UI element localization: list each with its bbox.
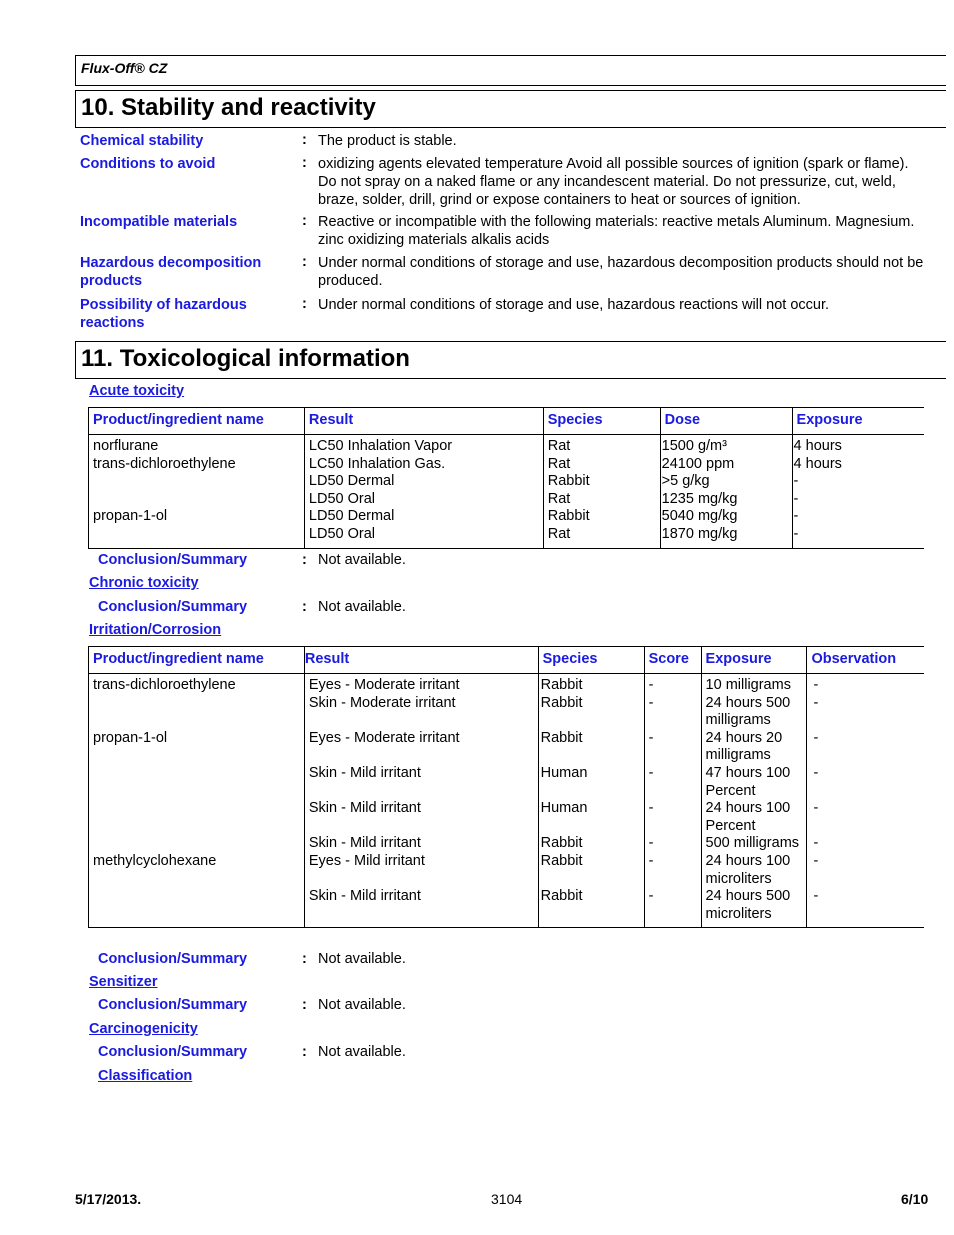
column-header: Exposure bbox=[701, 647, 807, 674]
exposure-cell: - bbox=[792, 508, 924, 526]
species-cell: Human bbox=[538, 765, 644, 800]
ingredient-cell bbox=[89, 526, 305, 548]
score-cell: - bbox=[644, 730, 701, 765]
table-row bbox=[89, 526, 925, 548]
acute-toxicity-heading: Acute toxicity bbox=[89, 383, 185, 399]
dose-cell: 5040 mg/kg bbox=[660, 508, 792, 526]
ingredient-cell bbox=[89, 800, 305, 835]
species-cell: Rabbit bbox=[543, 473, 660, 491]
product-name: Flux-Off® CZ bbox=[81, 60, 168, 76]
species-cell: Rabbit bbox=[538, 695, 644, 730]
dose-cell: >5 g/kg bbox=[660, 473, 792, 491]
incompatible-materials-value: Reactive or incompatible with the following materials: reactive metals Aluminum. Magnesium. zinc oxidizing materials alkalis acids bbox=[318, 214, 915, 248]
species-cell: Rat bbox=[543, 456, 660, 474]
column-header: Dose bbox=[660, 408, 792, 435]
result-cell: Eyes - Mild irritant bbox=[304, 853, 538, 888]
table-row bbox=[89, 456, 925, 474]
species-cell: Rabbit bbox=[538, 888, 644, 928]
conditions-to-avoid-value: oxidizing agents elevated temperature Avoid all possible sources of ignition (spark or flame). Do not spray on a naked flame or any incandescent material. Do not pressurize, cut, weld, braze, solder, drill, grind or expose containers to heat or sources of ignition. bbox=[318, 156, 909, 208]
exposure-cell: 4 hours bbox=[792, 435, 924, 456]
exposure-cell: - bbox=[792, 491, 924, 509]
section-10-title: 10. Stability and reactivity bbox=[81, 94, 376, 121]
irritation-conclusion-value: Not available. bbox=[318, 951, 406, 967]
acute-conclusion-label: Conclusion/Summary bbox=[98, 552, 248, 568]
species-cell: Rat bbox=[543, 491, 660, 509]
species-cell: Rabbit bbox=[538, 853, 644, 888]
column-header: Observation bbox=[807, 647, 924, 674]
chronic-conclusion-value: Not available. bbox=[318, 599, 406, 615]
result-cell: Skin - Mild irritant bbox=[304, 835, 538, 853]
result-cell: Eyes - Moderate irritant bbox=[304, 674, 538, 695]
exposure-cell: 24 hours 500 milligrams bbox=[701, 695, 807, 730]
exposure-cell: 24 hours 500 microliters bbox=[701, 888, 807, 928]
table-row bbox=[89, 435, 925, 456]
ingredient-cell bbox=[89, 888, 305, 928]
exposure-cell: 24 hours 100 microliters bbox=[701, 853, 807, 888]
ingredient-cell bbox=[89, 473, 305, 491]
observation-cell: - bbox=[807, 853, 924, 888]
colon: : bbox=[302, 254, 307, 270]
result-cell: LD50 Oral bbox=[304, 526, 543, 548]
colon: : bbox=[302, 296, 307, 312]
ingredient-cell bbox=[89, 765, 305, 800]
exposure-cell: 10 milligrams bbox=[701, 674, 807, 695]
score-cell: - bbox=[644, 674, 701, 695]
colon: : bbox=[302, 552, 307, 568]
irritation-table bbox=[88, 646, 924, 928]
result-cell: LC50 Inhalation Gas. bbox=[304, 456, 543, 474]
result-cell: LD50 Oral bbox=[304, 491, 543, 509]
table-row bbox=[89, 765, 925, 800]
table-row bbox=[89, 674, 925, 695]
conditions-to-avoid-label: Conditions to avoid bbox=[80, 156, 216, 172]
column-header: Result bbox=[304, 647, 538, 674]
colon: : bbox=[302, 213, 307, 229]
colon: : bbox=[302, 997, 307, 1013]
carcinogenicity-heading: Carcinogenicity bbox=[89, 1021, 198, 1037]
colon: : bbox=[302, 599, 307, 615]
exposure-cell: 500 milligrams bbox=[701, 835, 807, 853]
table-row bbox=[89, 508, 925, 526]
dose-cell: 1500 g/m³ bbox=[660, 435, 792, 456]
section-11-title: 11. Toxicological information bbox=[81, 345, 410, 372]
result-cell: Skin - Mild irritant bbox=[304, 765, 538, 800]
colon: : bbox=[302, 155, 307, 171]
observation-cell: - bbox=[807, 674, 924, 695]
footer-doc-number: 3104 bbox=[491, 1191, 523, 1207]
dose-cell: 1235 mg/kg bbox=[660, 491, 792, 509]
table-row bbox=[89, 800, 925, 835]
exposure-cell: 47 hours 100 Percent bbox=[701, 765, 807, 800]
species-cell: Rabbit bbox=[538, 835, 644, 853]
exposure-cell: 24 hours 20 milligrams bbox=[701, 730, 807, 765]
header-box bbox=[75, 55, 946, 86]
result-cell: Skin - Mild irritant bbox=[304, 888, 538, 928]
colon: : bbox=[302, 951, 307, 967]
score-cell: - bbox=[644, 853, 701, 888]
score-cell: - bbox=[644, 835, 701, 853]
table-row bbox=[89, 695, 925, 730]
colon: : bbox=[302, 1044, 307, 1060]
result-cell: Eyes - Moderate irritant bbox=[304, 730, 538, 765]
exposure-cell: - bbox=[792, 526, 924, 548]
ingredient-cell bbox=[89, 835, 305, 853]
column-header: Product/ingredient name bbox=[89, 647, 305, 674]
observation-cell: - bbox=[807, 835, 924, 853]
hazardous-reactions-value: Under normal conditions of storage and use, hazardous reactions will not occur. bbox=[318, 297, 830, 313]
chemical-stability-label: Chemical stability bbox=[80, 133, 204, 149]
species-cell: Rat bbox=[543, 435, 660, 456]
table-header-row bbox=[89, 408, 925, 435]
classification-heading: Classification bbox=[98, 1068, 193, 1084]
exposure-cell: - bbox=[792, 473, 924, 491]
result-cell: LD50 Dermal bbox=[304, 508, 543, 526]
ingredient-cell bbox=[89, 491, 305, 509]
score-cell: - bbox=[644, 765, 701, 800]
score-cell: - bbox=[644, 888, 701, 928]
sensitizer-conclusion-label: Conclusion/Summary bbox=[98, 997, 248, 1013]
ingredient-cell: propan-1-ol bbox=[89, 730, 305, 765]
observation-cell: - bbox=[807, 800, 924, 835]
footer-page-number: 6/10 bbox=[901, 1191, 929, 1207]
irritation-corrosion-heading: Irritation/Corrosion bbox=[89, 622, 222, 638]
column-header: Score bbox=[644, 647, 701, 674]
irritation-conclusion-label: Conclusion/Summary bbox=[98, 951, 248, 967]
column-header: Exposure bbox=[792, 408, 924, 435]
dose-cell: 24100 ppm bbox=[660, 456, 792, 474]
ingredient-cell: trans-dichloroethylene bbox=[89, 456, 305, 474]
result-cell: Skin - Mild irritant bbox=[304, 800, 538, 835]
observation-cell: - bbox=[807, 765, 924, 800]
result-cell: Skin - Moderate irritant bbox=[304, 695, 538, 730]
score-cell: - bbox=[644, 695, 701, 730]
observation-cell: - bbox=[807, 695, 924, 730]
acute-toxicity-table bbox=[88, 407, 924, 549]
dose-cell: 1870 mg/kg bbox=[660, 526, 792, 548]
ingredient-cell: propan-1-ol bbox=[89, 508, 305, 526]
ingredient-cell: trans-dichloroethylene bbox=[89, 674, 305, 695]
ingredient-cell: methylcyclohexane bbox=[89, 853, 305, 888]
ingredient-cell bbox=[89, 695, 305, 730]
result-cell: LC50 Inhalation Vapor bbox=[304, 435, 543, 456]
table-header-row bbox=[89, 647, 925, 674]
sensitizer-conclusion-value: Not available. bbox=[318, 997, 406, 1013]
hazardous-decomposition-label: Hazardous decomposition products bbox=[80, 255, 262, 289]
observation-cell: - bbox=[807, 730, 924, 765]
incompatible-materials-label: Incompatible materials bbox=[80, 214, 238, 230]
column-header: Species bbox=[543, 408, 660, 435]
hazardous-decomposition-value: Under normal conditions of storage and use, hazardous decomposition products should not be produced. bbox=[318, 255, 924, 289]
table-row bbox=[89, 835, 925, 853]
acute-conclusion-value: Not available. bbox=[318, 552, 406, 568]
species-cell: Human bbox=[538, 800, 644, 835]
observation-cell: - bbox=[807, 888, 924, 928]
hazardous-reactions-label: Possibility of hazardous reactions bbox=[80, 297, 247, 331]
ingredient-cell: norflurane bbox=[89, 435, 305, 456]
exposure-cell: 4 hours bbox=[792, 456, 924, 474]
column-header: Product/ingredient name bbox=[89, 408, 305, 435]
table-row bbox=[89, 730, 925, 765]
exposure-cell: 24 hours 100 Percent bbox=[701, 800, 807, 835]
chronic-conclusion-label: Conclusion/Summary bbox=[98, 599, 248, 615]
chronic-toxicity-heading: Chronic toxicity bbox=[89, 575, 199, 591]
sensitizer-heading: Sensitizer bbox=[89, 974, 158, 990]
carcinogenicity-conclusion-label: Conclusion/Summary bbox=[98, 1044, 248, 1060]
table-row bbox=[89, 853, 925, 888]
score-cell: - bbox=[644, 800, 701, 835]
result-cell: LD50 Dermal bbox=[304, 473, 543, 491]
table-row bbox=[89, 491, 925, 509]
species-cell: Rat bbox=[543, 526, 660, 548]
species-cell: Rabbit bbox=[538, 674, 644, 695]
column-header: Result bbox=[304, 408, 543, 435]
table-row bbox=[89, 473, 925, 491]
species-cell: Rabbit bbox=[538, 730, 644, 765]
footer-date: 5/17/2013. bbox=[75, 1191, 142, 1207]
column-header: Species bbox=[538, 647, 644, 674]
carcinogenicity-conclusion-value: Not available. bbox=[318, 1044, 406, 1060]
table-row bbox=[89, 888, 925, 928]
species-cell: Rabbit bbox=[543, 508, 660, 526]
colon: : bbox=[302, 132, 307, 148]
chemical-stability-value: The product is stable. bbox=[318, 133, 457, 149]
